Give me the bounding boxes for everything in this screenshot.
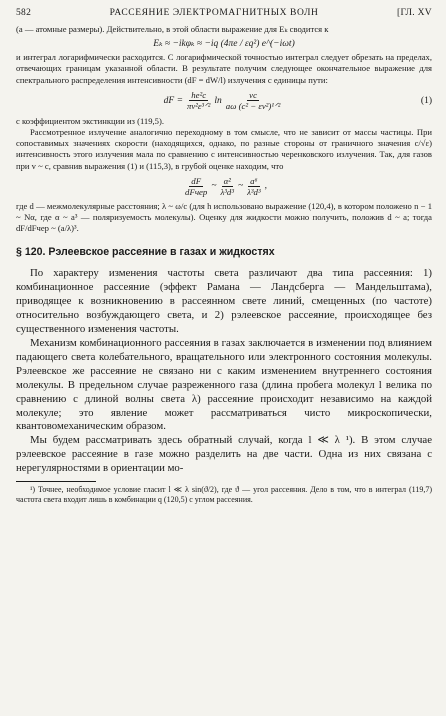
fraction-numerator: a⁶ xyxy=(250,175,258,186)
fraction-denominator: λ³d³ xyxy=(220,186,234,197)
fraction-denominator: λ³d³ xyxy=(247,186,261,197)
fraction-numerator: he²c xyxy=(191,89,207,100)
fraction-ratio xyxy=(183,176,209,197)
formula-field-expression: Eₖ ≈ −ikφₖ ≈ −iq (4πe / εq²) e^(−iωt) xyxy=(153,39,295,50)
log-symbol: ln xyxy=(214,95,222,106)
paragraph-definitions: где d — межмолекулярные расстояния; λ ~ ω/c (для h использовано выражение (120,4), в котором положено n − 1 ~ Nα, где α ~ a³ — поляризуемость молекулы). Оценку для жидкости можно получить, положив d ~ a; тогда dF/dFчер ~ (a/λ)³. xyxy=(16,200,432,234)
fraction-denominator: πv²ε³ᐟ² xyxy=(186,100,211,111)
fraction-numerator: α² xyxy=(223,175,231,186)
footnote: ¹) Точнее, необходимое условие гласит l ≪ λ sin(ϑ/2), где ϑ — угол рассеяния. Дело в том, что в интеграл (119,7) частота света входит лишь в комбинации q (120,5) с углом рассеяния. xyxy=(16,485,432,505)
fraction-a6 xyxy=(245,176,262,197)
paragraph-mechanism: Механизм комбинационного рассеяния в газах заключается в изменении под влиянием падающего света колебательного, вращательного или электронного состояния молекулы. Рэлеевское же рассеяние не связано ни с каким изменением внутреннего состояния молекулы. В предельном случае разреженного газа (длина пробега молекул l велика по сравнению с длиной волны света λ) рассеяние происходит независимо на каждой молекуле; это явление может рассматриваться чисто микроскопически, квантовомеханическим образом. xyxy=(16,336,432,433)
page-number: 582 xyxy=(16,8,32,18)
similar-symbol: ~ xyxy=(211,181,217,192)
paragraph-comparison: Рассмотренное излучение аналогично переходному в том смысле, что не зависит от массы частицы. При сопоставимых значениях скорости (находящихся, однако, по разные стороны от граничного значения c/√ε) интенсивность этого излучения мала по сравнению с интенсивностью черенковского излучения. Так, для газов при v ~ c, сравнив выражения (1) и (115,3), в грубой оценке находим, что xyxy=(16,127,432,171)
chapter-label: [ГЛ. XV xyxy=(397,8,432,18)
paragraph-extinction: с коэффициентом экстинкции из (119,5). xyxy=(16,115,164,126)
paragraph-log-integral: и интеграл логарифмически расходится. С логарифмической точностью интеграл следует обрезать на пределах, отвечающих границам указанной области. В результате получим следующее окончательное выражение для спектрального распределения интенсивности (dF = dW/l) излучения с единицы пути: xyxy=(16,52,432,85)
paragraph-intro: (a — атомные размеры). Действительно, в этой области выражение для Eₖ сводится к xyxy=(16,24,329,34)
equation-number: (1) xyxy=(420,95,432,106)
fraction-alpha xyxy=(218,176,235,197)
fraction-log-argument xyxy=(224,90,283,112)
fraction-prefactor xyxy=(185,90,212,112)
paragraph-inverse-case: Мы будем рассматривать здесь обратный случай, когда l ≪ λ ¹). В этом случае рэлеевское рассеяние в газе можно разделить на две части. Одна из них связана с нерегулярностями в ориентации мо- xyxy=(16,434,432,475)
formula-spectral-distribution xyxy=(16,90,432,112)
footnote-divider xyxy=(16,481,96,482)
fraction-denominator: dFчер xyxy=(185,186,208,197)
running-title: РАССЕЯНИЕ ЭЛЕКТРОМАГНИТНЫХ ВОЛН xyxy=(109,8,319,18)
running-header xyxy=(16,8,432,18)
fraction-numerator: dF xyxy=(191,175,202,186)
fraction-numerator: vc xyxy=(249,89,257,100)
formula-lhs: dF = xyxy=(163,95,183,106)
formula-ratio-estimate xyxy=(16,176,432,197)
fraction-denominator: aω (c² − εv²)¹ᐟ² xyxy=(225,100,281,111)
formula-comma: , xyxy=(264,181,267,192)
similar-symbol: ~ xyxy=(237,181,244,192)
paragraph-types-of-scattering: По характеру изменения частоты света различают два типа рассеяния: 1) комбинационное рассеяние (эффект Рамана — Ландсберга — Мандельштама), приводящее к возникновению в рассеянном свете линий, смещенных (по частоте) относительно возбуждающего света, и 2) рэлеевское рассеяние, происходящее без существенного изменения частоты. xyxy=(16,267,432,336)
section-heading: § 120. Рэлеевское рассеяние в газах и жидкостях xyxy=(16,246,275,259)
